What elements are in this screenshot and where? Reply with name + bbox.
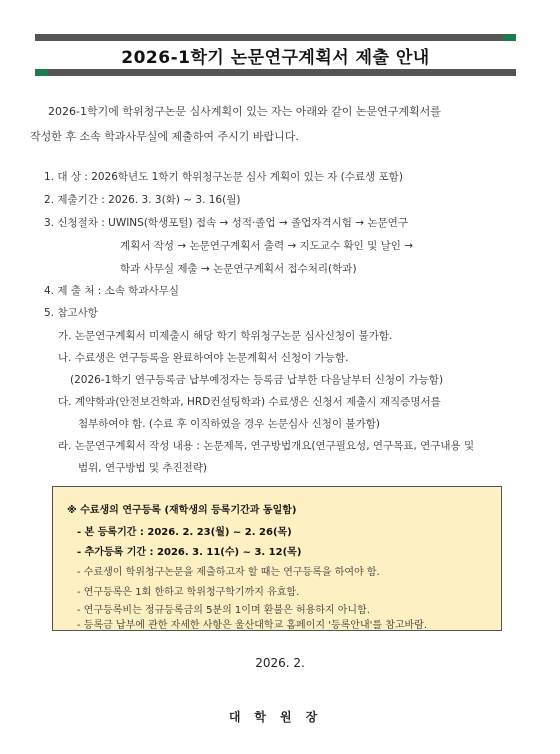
item-procedure-cont-1: 계획서 작성 → 논문연구계획서 출력 → 지도교수 확인 및 날인 →	[120, 240, 414, 252]
note-na: 나. 수료생은 연구등록을 완료하여야 논문계획서 신청이 가능함.	[58, 352, 349, 364]
box-note-2: - 연구등록은 1회 한하고 학위청구학기까지 유효함.	[77, 587, 300, 598]
title-bar-bottom-accent	[35, 69, 48, 76]
box-main-period: - 본 등록기간 : 2026. 2. 23(월) ~ 2. 26(목)	[77, 527, 292, 538]
item-procedure: 3. 신청절차 : UWINS(학생포털) 접속 → 성적·졸업 → 졸업자격시험 → 논문연구	[44, 217, 408, 229]
box-note-3: - 연구등록비는 정규등록금의 5분의 1이며 환불은 허용하지 아니함.	[77, 605, 370, 616]
item-notes-heading: 5. 참고사항	[44, 307, 98, 319]
title-bar-bottom-dark	[48, 69, 516, 76]
note-da-cont: 첨부하여야 함. (수료 후 이직하였을 경우 논문심사 신청이 불가함)	[78, 418, 380, 430]
issuer-signature: 대학원장	[228, 710, 332, 724]
note-na-cont: (2026-1학기 연구등록금 납부예정자는 등록금 납부한 다음날부터 신청이 가능함)	[70, 374, 444, 386]
item-period: 2. 제출기간 : 2026. 3. 3(화) ~ 3. 16(월)	[44, 194, 241, 206]
intro-line-2: 작성한 후 소속 학과사무실에 제출하여 주시기 바랍니다.	[30, 130, 299, 143]
box-note-4: - 등록금 납부에 관한 자세한 사항은 울산대학교 홈페이지 '등록안내'를 참고바람.	[77, 620, 428, 631]
title-bar-top-dark	[35, 34, 503, 41]
note-ra-cont: 범위, 연구방법 및 추진전략)	[78, 462, 208, 474]
title-bar-bottom	[35, 69, 516, 76]
page-title: 2026-1학기 논문연구계획서 제출 안내	[121, 48, 430, 68]
item-submit-to: 4. 제 출 처 : 소속 학과사무실	[44, 285, 180, 297]
note-ga: 가. 논문연구계획서 미제출시 해당 학기 학위청구논문 심사신청이 불가함.	[58, 330, 393, 342]
intro-line-1: 2026-1학기에 학위청구논문 심사계획이 있는 자는 아래와 같이 논문연구계획서를	[48, 105, 441, 118]
note-da: 다. 계약학과(안전보건학과, HRD컨설팅학과) 수료생은 신청서 제출시 재직증명서를	[58, 396, 441, 408]
box-extra-period: - 추가등록 기간 : 2026. 3. 11(수) ~ 3. 12(목)	[77, 547, 302, 558]
item-procedure-cont-2: 학과 사무실 제출 → 논문연구계획서 접수처리(학과)	[120, 263, 357, 275]
note-ra: 라. 논문연구계획서 작성 내용 : 논문제목, 연구방법개요(연구필요성, 연구목표, 연구내용 및	[58, 440, 475, 452]
title-bar-top	[35, 34, 516, 41]
research-registration-box	[52, 486, 502, 631]
title-bar-top-accent	[503, 34, 516, 41]
box-heading: ※ 수료생의 연구등록 (재학생의 등록기간과 동일함)	[67, 505, 297, 516]
document-date: 2026. 2.	[255, 656, 305, 670]
item-target: 1. 대 상 : 2026학년도 1학기 학위청구논문 심사 계획이 있는 자 (수료생 포함)	[44, 171, 403, 183]
box-note-1: - 수료생이 학위청구논문을 제출하고자 할 때는 연구등록을 하여야 함.	[77, 567, 380, 578]
